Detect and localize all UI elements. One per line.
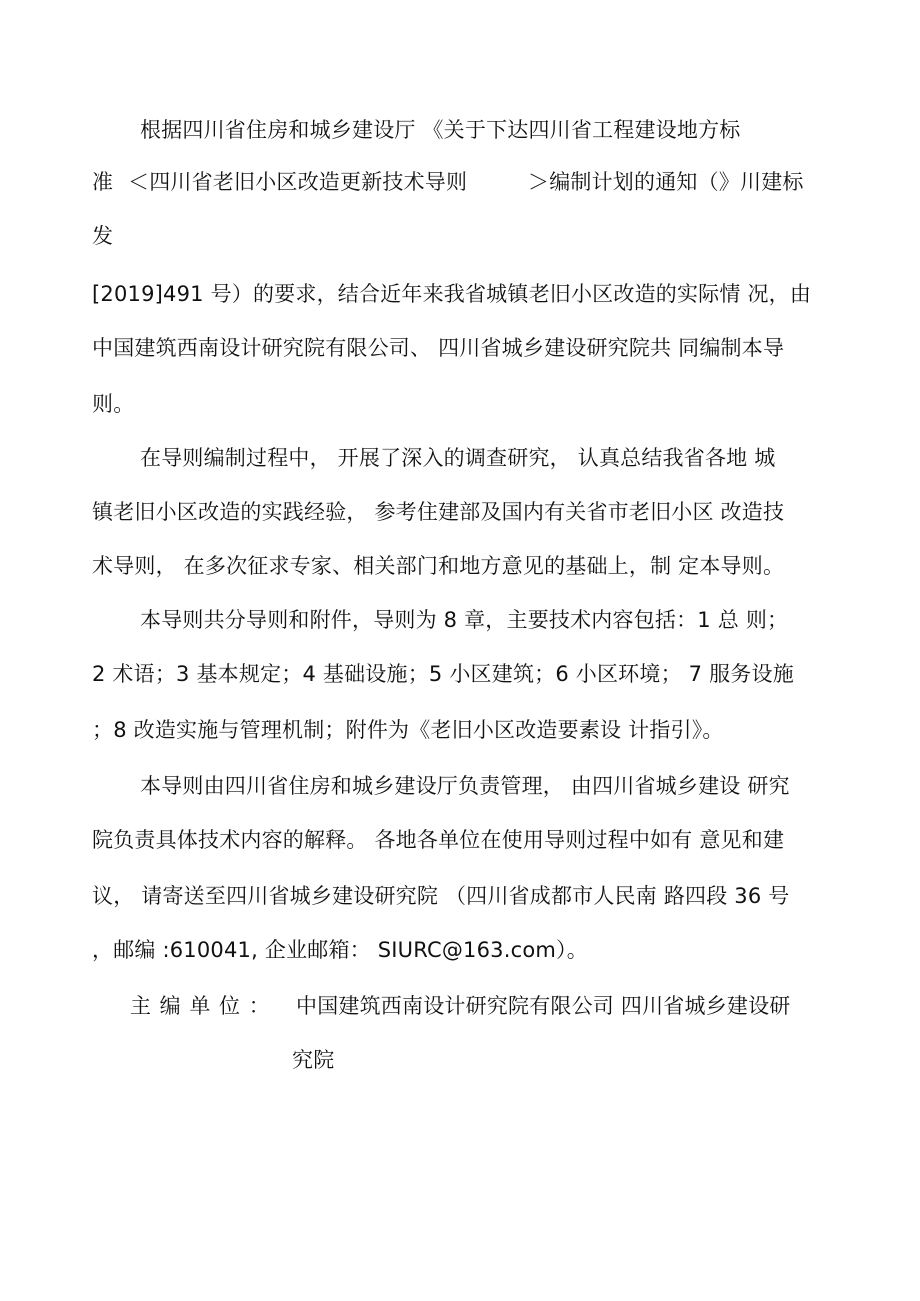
paragraph-4-line-2: 院负责具体技术内容的解释。 各地各单位在使用导则过程中如有 意见和建	[92, 828, 785, 852]
editor-label: 主 编 单 位 ：	[130, 994, 271, 1018]
paragraph-4-line-4: ，邮编 :610041, 企业邮箱： SIURC@163.com）。	[92, 938, 588, 962]
paragraph-1-line-6: 则。	[92, 392, 135, 416]
paragraph-4-line-3: 议， 请寄送至四川省城乡建设研究院 （四川省成都市人民南 路四段 36 号	[92, 884, 790, 908]
paragraph-3-line-3: ；8 改造实施与管理机制；附件为《老旧小区改造要素设 计指引》。	[92, 718, 724, 742]
paragraph-3-line-1: 本导则共分导则和附件，导则为 8 章，主要技术内容包括：1 总 则；	[140, 608, 789, 632]
paragraph-2-line-2: 镇老旧小区改造的实践经验， 参考住建部及国内有关省市老旧小区 改造技	[92, 500, 785, 524]
paragraph-2-line-3: 术导则， 在多次征求专家、相关部门和地方意见的基础上，制 定本导则。	[92, 554, 785, 578]
paragraph-1-line-2-end: ＞编制计划的通知（》川建标	[528, 170, 804, 194]
paragraph-4-line-1: 本导则由四川省住房和城乡建设厅负责管理， 由四川省城乡建设 研究	[140, 774, 790, 798]
paragraph-1-line-2-middle: ＜四川省老旧小区改造更新技术导则	[128, 170, 468, 194]
paragraph-1-line-5: 中国建筑西南设计研究院有限公司、 四川省城乡建设研究院共 同编制本导	[92, 336, 785, 360]
paragraph-1-line-4: [2019]491 号）的要求，结合近年来我省城镇老旧小区改造的实际情 况，由	[92, 282, 812, 306]
paragraph-1-line-3: 发	[92, 224, 114, 248]
editor-value-line-2: 究院	[292, 1048, 335, 1072]
editor-value-line-1: 中国建筑西南设计研究院有限公司 四川省城乡建设研	[296, 994, 791, 1018]
paragraph-2-line-1: 在导则编制过程中， 开展了深入的调查研究， 认真总结我省各地 城	[140, 446, 776, 470]
paragraph-1-line-2-start: 准	[92, 170, 114, 194]
paragraph-3-line-2: 2 术语；3 基本规定；4 基础设施；5 小区建筑；6 小区环境； 7 服务设施	[92, 662, 794, 686]
paragraph-1-line-1: 根据四川省住房和城乡建设厅 《关于下达四川省工程建设地方标	[140, 118, 741, 142]
